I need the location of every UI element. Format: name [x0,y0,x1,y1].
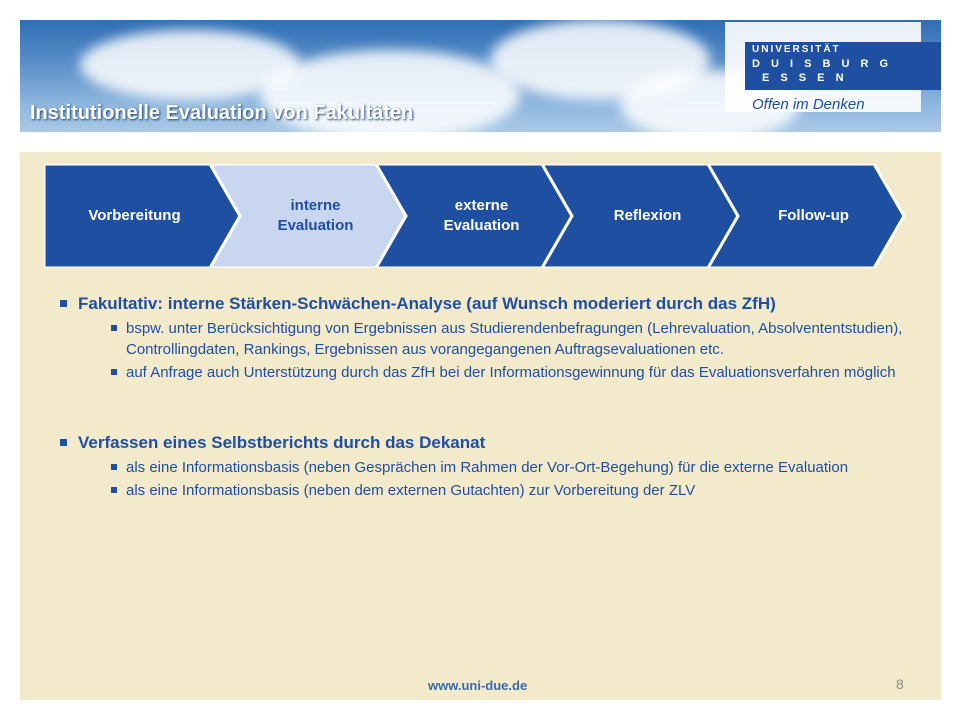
logo-line-1: UNIVERSITÄT [752,44,841,55]
sub-bullet-text: auf Anfrage auch Unterstützung durch das ZfH bei der Informationsgewinnung für das Evaluationsverfahren möglich [126,364,896,381]
process-chevrons [44,164,916,268]
logo-line-2: D U I S B U R G [752,58,893,70]
footer-url[interactable]: www.uni-due.de [428,678,528,693]
bullet-heading: Verfassen eines Selbstberichts durch das Dekanat [78,433,486,452]
sub-bullet-marker [111,464,117,470]
bullet-heading: Fakultativ: interne Stärken-Schwächen-Analyse (auf Wunsch moderiert durch das ZfH) [78,294,776,313]
process-step-5-label: Follow-up [778,207,849,224]
logo-tagline: Offen im Denken [752,96,865,113]
sub-bullet-text: bspw. unter Berücksichtigung von Ergebnissen aus Studierendenbefragungen (Lehrevaluation, Absolvententstudien), Controllingdaten, Rankings, Ergebnissen aus vorangegangenen Auftragsevaluationen etc. [126,320,903,358]
bullet-group-1 [56,292,916,383]
logo-line-3: E S S E N [762,72,848,84]
sub-bullet-marker [111,325,117,331]
sub-bullet-marker [111,369,117,375]
page-title: Institutionelle Evaluation von Fakultäten [30,102,414,124]
sub-bullet-text: als eine Informationsbasis (neben Gesprächen im Rahmen der Vor-Ort-Begehung) für die externe Evaluation [126,459,849,476]
bullet-marker [60,439,67,446]
process-step-4-label: Reflexion [613,207,682,224]
bullet-list [56,292,916,501]
bullet-marker [60,300,67,307]
process-step-1-label: Vorbereitung [88,207,181,224]
sub-bullet-marker [111,487,117,493]
process-step-2-label: interne Evaluation [277,197,354,234]
sub-bullet-text: als eine Informationsbasis (neben dem externen Gutachten) zur Vorbereitung der ZLV [126,482,696,499]
page-number: 8 [896,676,904,692]
process-step-3-label: externe Evaluation [443,197,520,234]
bullet-group-2 [56,431,916,501]
